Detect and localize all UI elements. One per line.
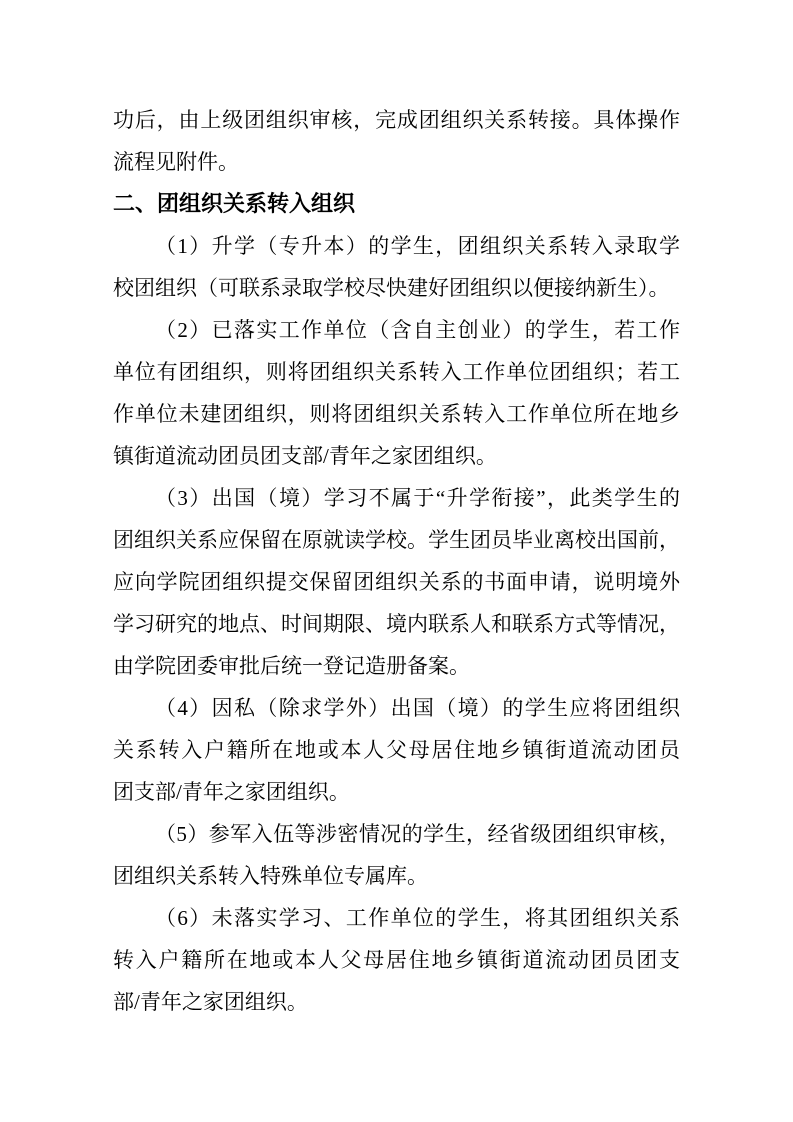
paragraph-item-1 [113,225,680,309]
body-line: 团组织关系应保留在原就读学校。学生团员毕业离校出国前， [113,528,680,552]
body-line: 转入户籍所在地或本人父母居住地乡镇街道流动团员团支 [113,948,680,972]
paragraph-item-4 [113,687,680,813]
body-line: 功后，由上级团组织审核，完成团组织关系转接。具体操作 [113,108,680,132]
body-line: 团支部/青年之家团组织。 [113,780,350,804]
paragraph-item-3 [113,477,680,687]
paragraph-item-6 [113,897,680,1023]
body-line: 团组织关系转入特殊单位专属库。 [113,864,428,888]
body-line: （3）出国（境）学习不属于“升学衔接”，此类学生的 [155,486,680,510]
body-line: 学习研究的地点、时间期限、境内联系人和联系方式等情况， [113,612,680,636]
section-heading: 二、团组织关系转入组织 [113,191,356,216]
body-line: （6）未落实学习、工作单位的学生，将其团组织关系 [155,906,680,930]
body-line: （1）升学（专升本）的学生，团组织关系转入录取学 [155,234,680,258]
continuation-paragraph [113,99,680,183]
body-line: 部/青年之家团组织。 [113,990,308,1014]
body-line: （5）参军入伍等涉密情况的学生，经省级团组织审核， [155,822,680,846]
body-line: 流程见附件。 [113,150,239,174]
body-line: 单位有团组织，则将团组织关系转入工作单位团组织；若工 [113,360,680,384]
body-line: 由学院团委审批后统一登记造册备案。 [113,654,470,678]
body-line: 镇街道流动团员团支部/青年之家团组织。 [113,444,497,468]
text-block [113,99,680,1023]
body-line: （2）已落实工作单位（含自主创业）的学生，若工作 [155,318,680,342]
body-line: 应向学院团组织提交保留团组织关系的书面申请，说明境外 [113,570,680,594]
paragraph-item-5 [113,813,680,897]
body-line: 校团组织（可联系录取学校尽快建好团组织以便接纳新生）。 [113,276,670,300]
body-line: 作单位未建团组织，则将团组织关系转入工作单位所在地乡 [113,402,680,426]
body-line: 关系转入户籍所在地或本人父母居住地乡镇街道流动团员 [113,738,680,762]
body-line: （4）因私（除求学外）出国（境）的学生应将团组织 [155,696,680,720]
paragraph-item-2 [113,309,680,477]
